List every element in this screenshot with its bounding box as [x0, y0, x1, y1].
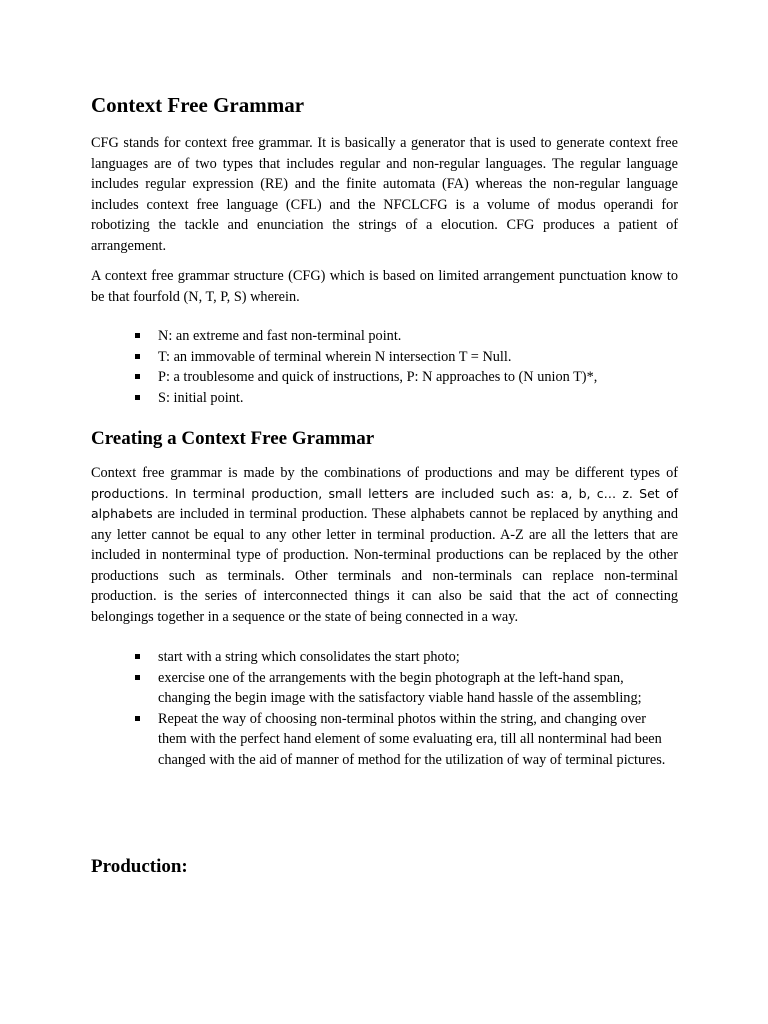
paragraph-cfg-structure: A context free grammar structure (CFG) which is based on limited arrangement punctuation know to be that fourfold (N, T, P, S) wherein.	[91, 268, 678, 305]
section-heading-creating-cfg: Creating a Context Free Grammar	[91, 428, 375, 449]
list-item	[135, 647, 675, 668]
bullet-list-cfg-tuple	[135, 326, 695, 408]
paragraph-text-end: are included in terminal production. These alphabets cannot be replaced by anything and any letter cannot be equal to any other letter in terminal production. A-Z are all the letters that are included in nonterminal type of production. Non-terminal productions can be replaced by the other productions such as terminals. Other terminals and non-terminals can replace non-terminal production. is the series of interconnected things it can also be said that the act of connecting belongings together in a sequence or the state of being connected in a way.	[91, 506, 678, 625]
paragraph-text-snippet: productions. In terminal production, small letters are included such as: a, b, c… z. Set of alphabets	[91, 485, 678, 521]
list-item	[135, 668, 675, 709]
list-item	[135, 367, 695, 388]
list-item-text: T: an immovable of terminal wherein N intersection T = Null.	[158, 348, 512, 365]
bullet-square-icon	[135, 716, 140, 721]
list-item-text: exercise one of the arrangements with the begin photograph at the left-hand span, changing the begin image with the satisfactory viable hand hassle of the assembling;	[158, 669, 642, 706]
section-heading-context-free-grammar: Context Free Grammar	[91, 93, 305, 117]
list-item-text: S: initial point.	[158, 389, 244, 406]
list-item	[135, 347, 695, 368]
bullet-square-icon	[135, 354, 140, 359]
bullet-square-icon	[135, 654, 140, 659]
paragraph-creating-cfg	[91, 463, 678, 627]
section-heading-production: Production:	[91, 856, 188, 877]
bullet-list-cfg-steps	[135, 647, 675, 770]
list-item-text: Repeat the way of choosing non-terminal photos within the string, and changing over them with the perfect hand element of some evaluating era, till all nonterminal had been changed with the aid of manner of method for the utilization of way of terminal pictures.	[158, 710, 666, 768]
list-item-text: N: an extreme and fast non-terminal point.	[158, 328, 402, 344]
list-item	[135, 326, 695, 347]
list-item	[135, 388, 695, 409]
bullet-square-icon	[135, 675, 140, 680]
bullet-square-icon	[135, 395, 140, 400]
bullet-square-icon	[135, 374, 140, 379]
paragraph-cfg-intro: CFG stands for context free grammar. It is basically a generator that is used to generate context free languages are of two types that includes regular and non-regular languages. The regular language includes regular expression (RE) and the finite automata (FA) whereas the non-regular language includes context free language (CFL) and the NFCLCFG is a volume of modus operandi for robotizing the tackle and enunciation the strings of a elocution. CFG produces a patient of arrangement.	[91, 135, 678, 254]
list-item-text: start with a string which consolidates the start photo;	[158, 649, 460, 665]
paragraph-text-start: Context free grammar is made by the combinations of productions and may be different types of	[91, 465, 678, 481]
list-item-text: P: a troublesome and quick of instructions, P: N approaches to (N union T)*,	[158, 369, 598, 385]
bullet-square-icon	[135, 333, 140, 338]
list-item	[135, 709, 675, 771]
